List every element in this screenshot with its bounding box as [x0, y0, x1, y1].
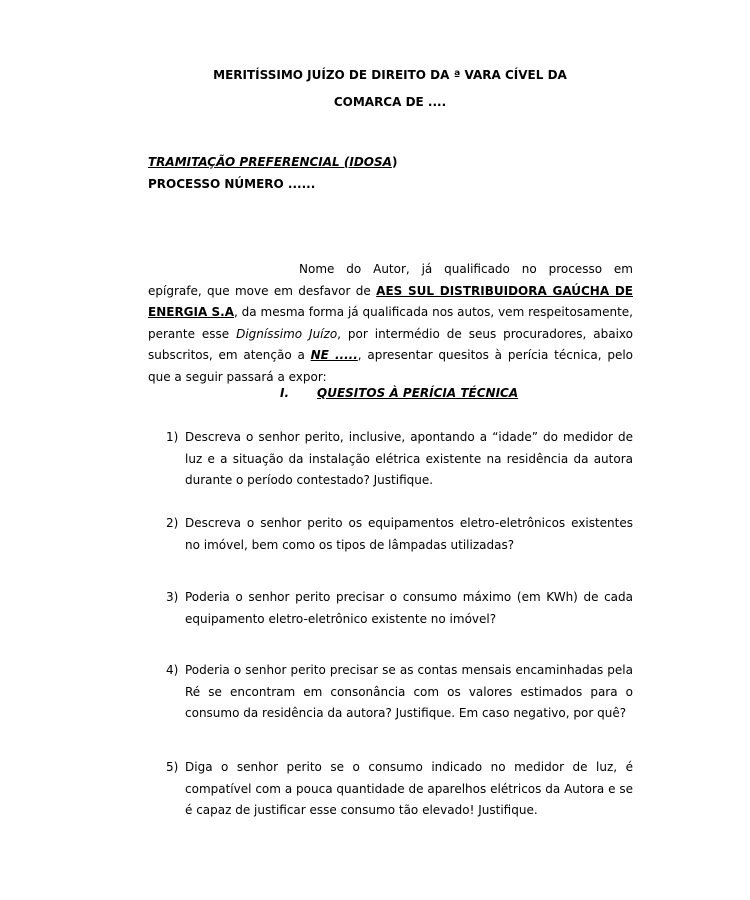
intro-text-3: , por intermédio de seus procuradores, abaixo subscritos, em atenção a	[148, 326, 633, 363]
question-item	[166, 757, 633, 822]
question-number: 2)	[166, 516, 179, 530]
question-item	[166, 513, 633, 556]
question-text: Descreva o senhor perito, inclusive, apontando a “idade” do medidor de luz e a situação da instalação elétrica existente na residência da autora durante o período contestado? Justifique.	[185, 430, 633, 488]
question-number: 3)	[166, 590, 179, 604]
question-number: 1)	[166, 430, 179, 444]
section-number: I.	[280, 386, 290, 400]
court-heading-line2: COMARCA DE ....	[333, 95, 447, 109]
court-address-term: Digníssimo Juízo	[236, 326, 338, 341]
question-text: Diga o senhor perito se o consumo indicado no medidor de luz, é compatível com a pouca quantidade de aparelhos elétricos da Autora e se é capaz de justificar esse consumo tão elevado! Justifique.	[185, 760, 633, 818]
priority-processing-note	[148, 155, 397, 169]
priority-processing-close: )	[391, 155, 398, 169]
ne-reference: NE .....	[310, 348, 358, 363]
question-text: Descreva o senhor perito os equipamentos eletro-eletrônicos existentes no imóvel, bem como os tipos de lâmpadas utilizadas?	[185, 516, 633, 552]
intro-text-2: , da mesma forma já qualificada nos autos, vem respeitosamente, perante esse	[148, 305, 633, 341]
priority-processing-label: TRAMITAÇÃO PREFERENCIAL (IDOSA	[148, 155, 392, 169]
case-number: PROCESSO NÚMERO ......	[148, 177, 316, 191]
question-item	[166, 660, 633, 725]
question-number: 5)	[166, 760, 179, 774]
question-text: Poderia o senhor perito precisar o consumo máximo (em KWh) de cada equipamento eletro-eletrônico existente no imóvel?	[185, 590, 633, 626]
defendant-company: AES SUL DISTRIBUIDORA GAÚCHA DE ENERGIA S.A	[148, 283, 633, 320]
section-title: QUESITOS À PERÍCIA TÉCNICA	[317, 386, 519, 400]
question-text: Poderia o senhor perito precisar se as contas mensais encaminhadas pela Ré se encontram em consonância com os valores estimados para o consumo da residência da autora? Justifique. Em caso negativo, por quê?	[185, 663, 633, 721]
question-number: 4)	[166, 663, 179, 677]
intro-text-4: , apresentar quesitos à perícia técnica, pelo que a seguir passará a expor:	[148, 348, 633, 384]
intro-paragraph	[148, 259, 633, 389]
intro-text-1: Nome do Autor, já qualificado no processo em epígrafe, que move em desfavor de	[148, 262, 633, 298]
court-heading-line1: MERITÍSSIMO JUÍZO DE DIREITO DA ª VARA CÍVEL DA	[213, 68, 567, 82]
question-item	[166, 587, 633, 630]
question-item	[166, 427, 633, 492]
